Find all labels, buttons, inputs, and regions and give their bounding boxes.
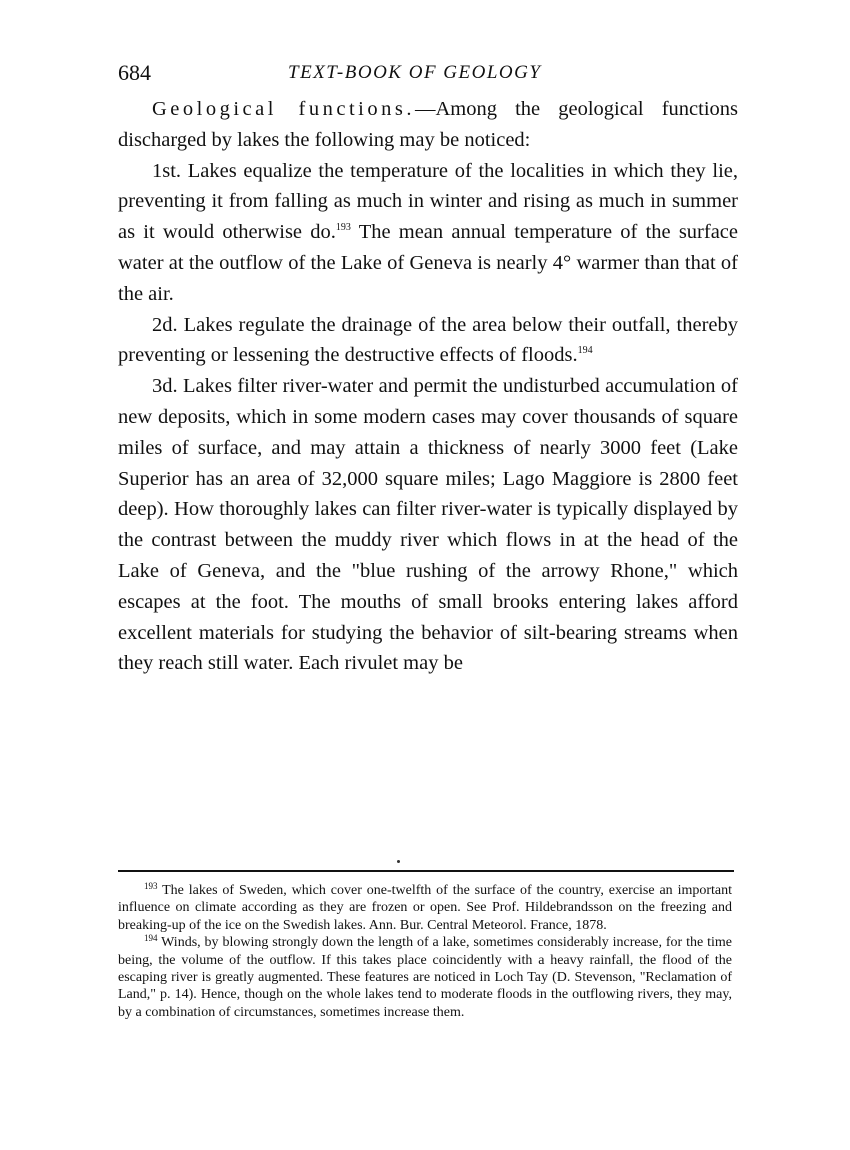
footnotes xyxy=(118,882,732,1021)
footnote-mark: 193 xyxy=(144,881,158,891)
section-heading: Geological functions. xyxy=(152,98,415,120)
footnote-reference: 194 xyxy=(577,345,593,357)
paragraph-text: 1st. Lakes equalize the temperature of the localities in which they lie, preventing it from falling as much in winter and rising as much in summer as it would otherwise do. xyxy=(118,159,738,244)
paragraph-text: The mean annual temperature of the surface water at the outflow of the Lake of Geneva is nearly 4° warmer than that of the air. xyxy=(118,221,738,305)
footnote-text: Winds, by blowing strongly down the length of a lake, sometimes considerably increase, for the time being, the volume of the outflow. If this takes place coincidently with a heavy rainfall, the flood of the escaping river is greatly augmented. These features are noticed in Loch Tay (D. Stevenson, "Reclamation of Land," p. 14). Hence, though on the whole lakes tend to moderate floods in the outflowing rivers, they may, by a combination of circumstances, sometimes increase them. xyxy=(118,935,732,1020)
footnote-mark: 194 xyxy=(144,933,158,944)
paragraph-third-function xyxy=(118,371,738,679)
running-title: TEXT-BOOK OF GEOLOGY xyxy=(288,62,542,83)
paragraph-first-function xyxy=(118,156,738,310)
paragraph-second-function xyxy=(118,310,738,372)
running-head xyxy=(118,52,738,94)
print-speck xyxy=(397,860,400,863)
footnote-text: The lakes of Sweden, which cover one-twelfth of the surface of the country, exercise an important influence on climate according as they are frozen or open. See Prof. Hildebrandsson on the freezing and breaking-up of the ice on the Swedish lakes. Ann. Bur. Central Meteorol. France, 1878. xyxy=(118,883,732,933)
paragraph-text: 2d. Lakes regulate the drainage of the area below their outfall, thereby preventing or lessening the destructive effects of floods. xyxy=(118,313,738,367)
footnote-rule xyxy=(118,870,734,872)
paragraph-text: 3d. Lakes filter river-water and permit the undisturbed accumulation of new deposits, which in some modern cases may cover thousands of square miles of surface, and may attain a thickness of nearly 3000 feet (Lake Superior has an area of 32,000 square miles; Lago Maggiore is 2800 feet deep). How thoroughly lakes can filter river-water is typically displayed by the contrast between the muddy river which flows in at the head of the Lake of Geneva, and the "blue rushing of the arrowy Rhone," which escapes at the foot. The mouths of small brooks entering lakes afford excellent materials for studying the behavior of silt-bearing streams when they reach still water. Each rivulet may be xyxy=(118,375,738,675)
footnote xyxy=(118,934,732,1021)
footnote xyxy=(118,882,732,934)
paragraph-text: —Among the geological functions discharged by lakes the following may be noticed: xyxy=(118,98,738,151)
body-text xyxy=(118,94,738,679)
footnote-reference: 193 xyxy=(335,222,351,234)
book-page xyxy=(118,52,738,1112)
paragraph-geological-functions xyxy=(118,94,738,156)
page-number: 684 xyxy=(118,60,151,85)
